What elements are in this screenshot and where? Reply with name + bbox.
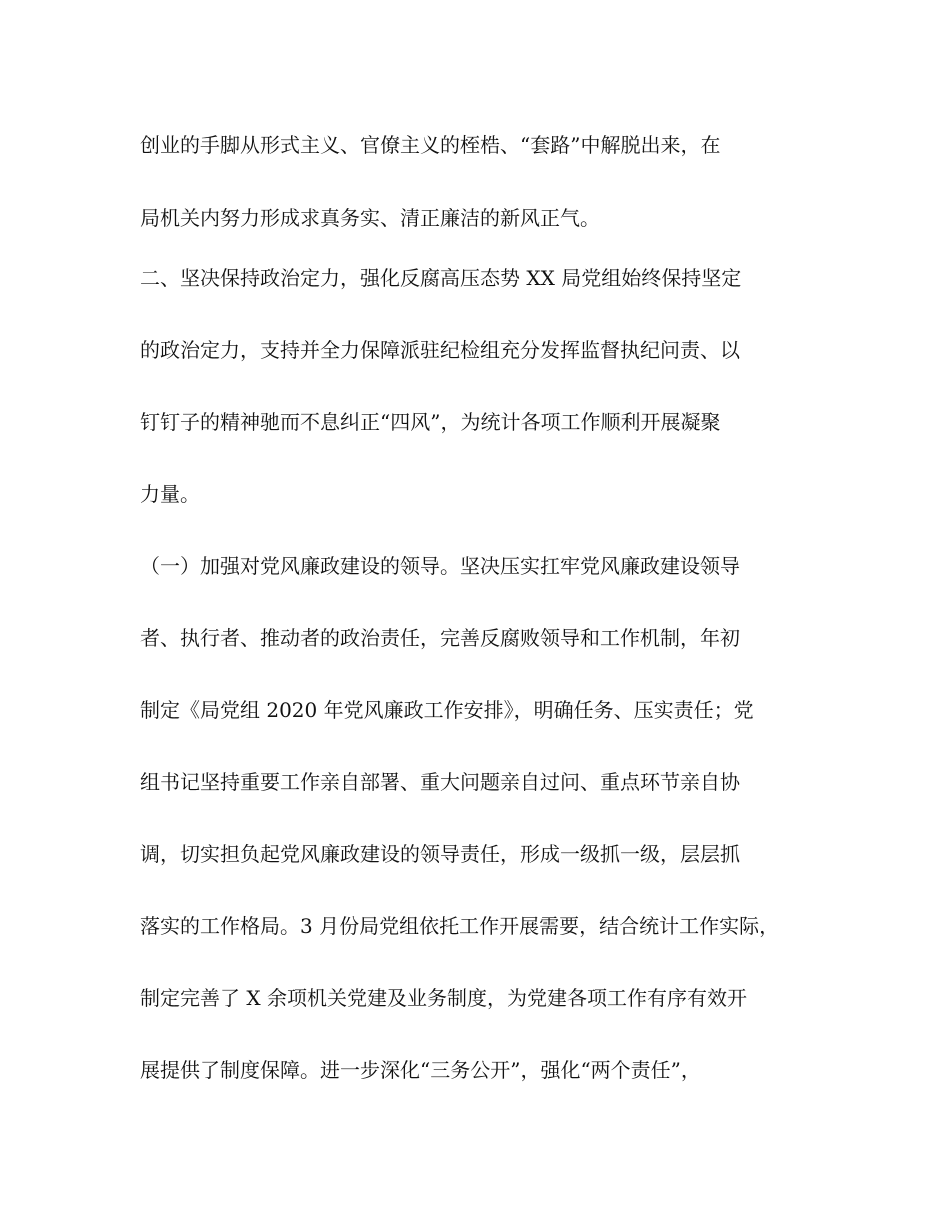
text-line-2: 局机关内努力形成求真务实、清正廉洁的新风正气。 <box>140 206 600 230</box>
text-line-5: 钉钉子的精神驰而不息纠正“四风”，为统计各项工作顺利开展凝聚 <box>140 410 721 434</box>
text-line-13: 制定完善了 X 余项机关党建及业务制度，为党建各项工作有序有效开 <box>140 986 747 1010</box>
text-line-8: 者、执行者、推动者的政治责任，完善反腐败领导和工作机制，年初 <box>140 626 740 650</box>
text-line-6: 力量。 <box>140 482 200 506</box>
text-line-12: 落实的工作格局。3 月份局党组依托工作开展需要，结合统计工作实际， <box>140 914 780 938</box>
text-line-4: 的政治定力，支持并全力保障派驻纪检组充分发挥监督执纪问责、以 <box>140 338 740 362</box>
text-line-7-subsection-heading: （一）加强对党风廉政建设的领导。坚决压实扛牢党风廉政建设领导 <box>140 554 740 578</box>
text-line-14: 展提供了制度保障。进一步深化“三务公开”，强化“两个责任”， <box>140 1058 701 1082</box>
text-line-3-section-heading: 二、坚决保持政治定力，强化反腐高压态势 XX 局党组始终保持坚定 <box>140 266 742 290</box>
text-line-11: 调，切实担负起党风廉政建设的领导责任，形成一级抓一级，层层抓 <box>140 842 740 866</box>
text-line-1: 创业的手脚从形式主义、官僚主义的桎梏、“套路”中解脱出来，在 <box>140 133 721 157</box>
text-line-10: 组书记坚持重要工作亲自部署、重大问题亲自过问、重点环节亲自协 <box>140 770 740 794</box>
text-line-9: 制定《局党组 2020 年党风廉政工作安排》，明确任务、压实责任；党 <box>140 698 754 722</box>
